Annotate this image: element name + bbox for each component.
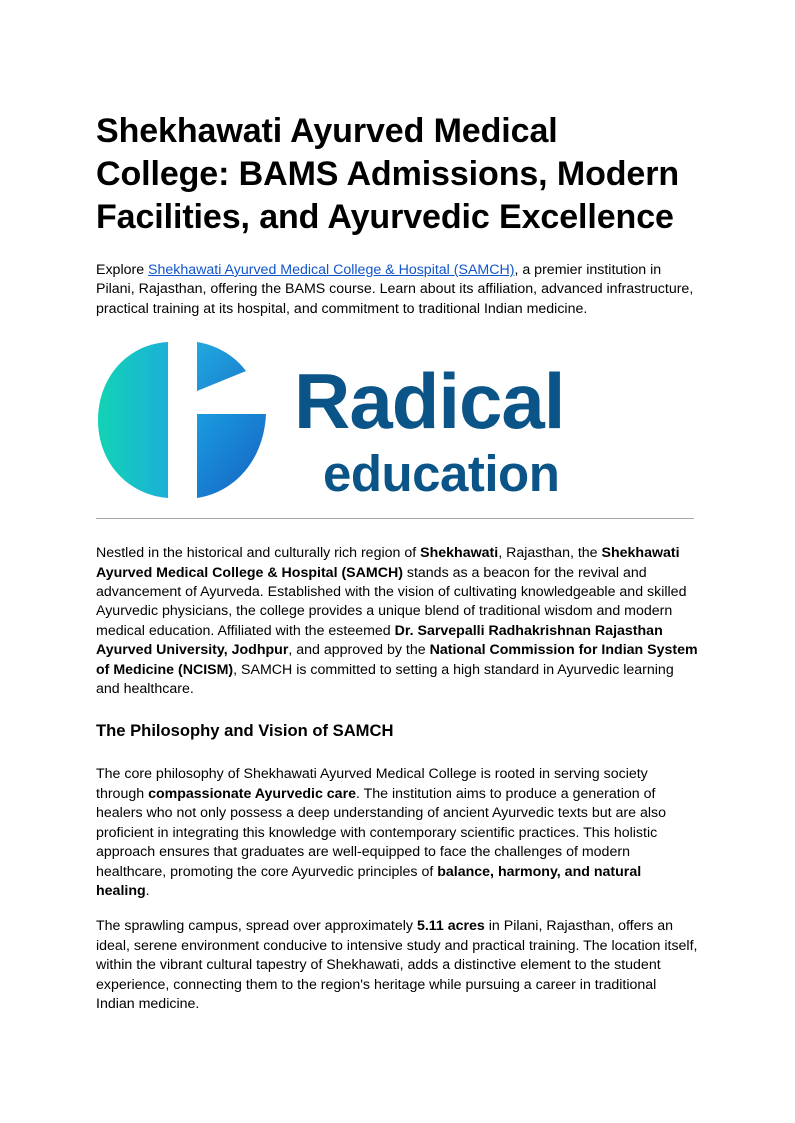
intro-suffix: , a premier institution in Pilani, Rajasthan, offering the BAMS course. Learn about its affiliation, advanced infrastructure, practical training at its hospital, and commitment to traditional Indian medicine. xyxy=(96,262,694,317)
logo-left-shape xyxy=(98,342,168,498)
intro-prefix: Explore xyxy=(96,262,149,278)
text-run: Nestled in the historical and culturally rich region of xyxy=(96,545,421,562)
text-run: The core philosophy of Shekhawati Ayurved Medical College is rooted in serving society through xyxy=(96,766,648,802)
page-title: Shekhawati Ayurved Medical College: BAMS Admissions, Modern Facilities, and Ayurvedic Excellence xyxy=(96,112,680,236)
campus-paragraph xyxy=(96,917,698,1014)
text-run: The sprawling campus, spread over approximately xyxy=(96,918,417,935)
philosophy-paragraph xyxy=(96,765,698,901)
bold-principles: balance, harmony, and natural healing xyxy=(96,863,642,899)
text-run: in Pilani, Rajasthan, offers an ideal, serene environment conducive to intensive study and practical training. The location itself, within the vibrant cultural tapestry of Shekhawati, adds a distinctive element to the student experience, connecting them to the region's heritage while pursuing a career in traditional Indian medicine. xyxy=(96,918,698,1012)
bold-samch-name: Shekhawati Ayurved Medical College & Hospital (SAMCH) xyxy=(96,545,680,581)
text-run: . The institution aims to produce a generation of healers who not only possess a deep understanding of ancient Ayurvedic texts but are also proficient in integrating this knowledge with contemporary scientific practices. This holistic approach ensures that graduates are well-equipped to face the challenges of modern healthcare, promoting the core Ayurvedic principles of xyxy=(96,785,666,880)
intro-body-paragraph xyxy=(96,544,698,699)
bold-shekhawati: Shekhawati xyxy=(420,545,499,562)
samch-link[interactable]: Shekhawati Ayurved Medical College & Hospital (SAMCH) xyxy=(148,262,515,278)
text-run: , and approved by the xyxy=(288,642,430,659)
text-run: stands as a beacon for the revival and advancement of Ayurveda. Established with the vision of cultivating knowledgeable and skilled Ayurvedic physicians, the college provides a unique blend of traditional wisdom and modern medical education. Affiliated with the esteemed xyxy=(96,564,687,639)
divider xyxy=(96,518,694,519)
logo-bottom-shape xyxy=(197,414,266,498)
intro-paragraph xyxy=(96,261,698,319)
bold-university: Dr. Sarvepalli Radhakrishnan Rajasthan Ayurved University, Jodhpur xyxy=(96,622,663,659)
text-run: , SAMCH is committed to setting a high standard in Ayurvedic learning and healthcare. xyxy=(96,661,674,698)
document-page xyxy=(96,110,698,1014)
text-run: , Rajasthan, the xyxy=(498,545,602,562)
bold-acres: 5.11 acres xyxy=(416,918,485,935)
logo-word-radical: Radical xyxy=(294,357,565,446)
logo-word-education: education xyxy=(323,445,560,503)
bold-ncism: National Commission for Indian System of Medicine (NCISM) xyxy=(96,642,698,678)
radical-education-logo xyxy=(96,329,616,504)
section-heading: The Philosophy and Vision of SAMCH xyxy=(96,721,394,741)
text-run: . xyxy=(145,882,150,899)
logo-top-shape xyxy=(197,342,246,391)
bold-compassionate-care: compassionate Ayurvedic care xyxy=(148,785,356,802)
